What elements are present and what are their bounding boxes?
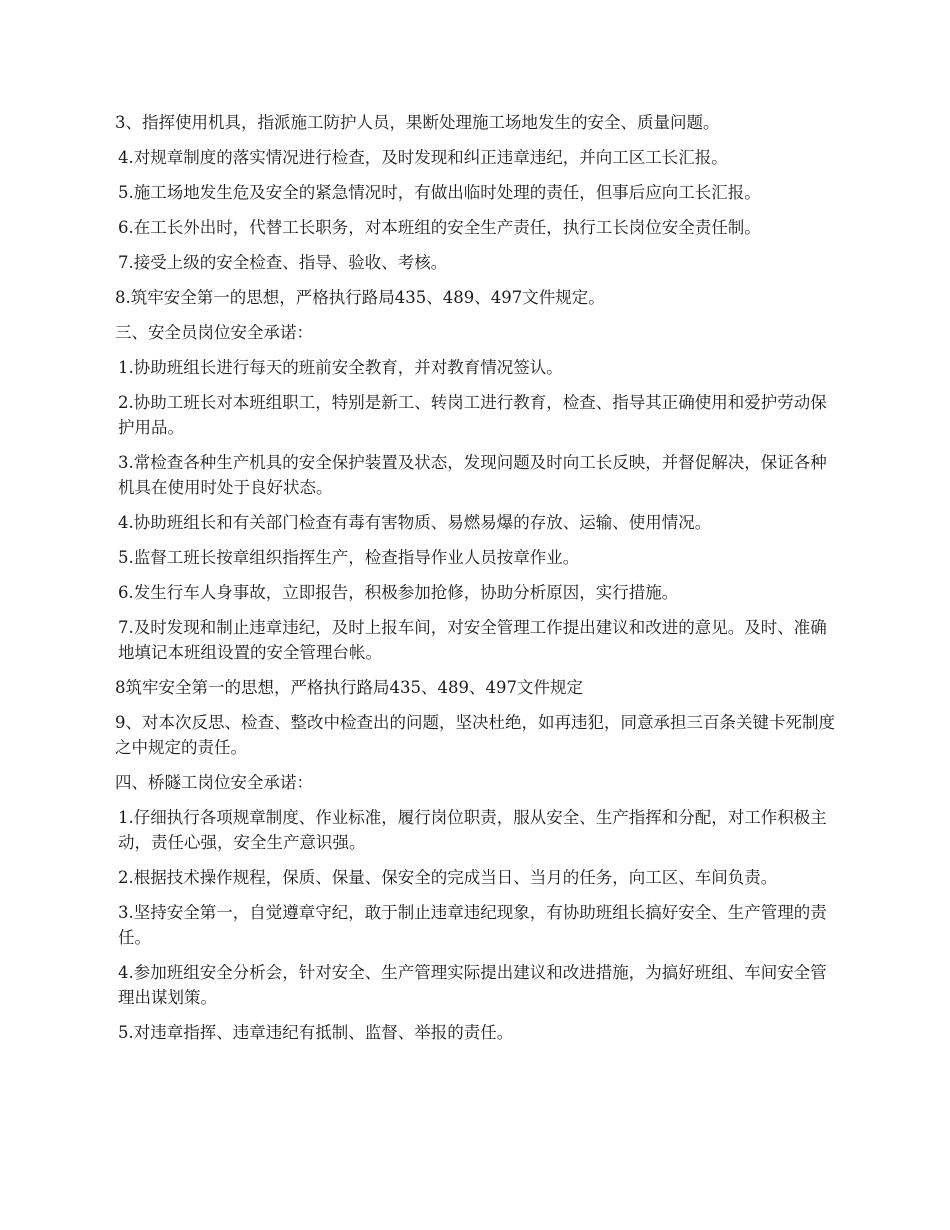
- paragraph-duty-4: 4.对规章制度的落实情况进行检查，及时发现和纠正违章违纪，并向工区工长汇报。: [118, 148, 728, 167]
- paragraph-officer-6: 6.发生行车人身事故，立即报告，积极参加抢修，协助分析原因，实行措施。: [118, 583, 679, 602]
- paragraph-officer-2: 2.协助工班长对本班组职工，特别是新工、转岗工进行教育，检查、指导其正确使用和爱护劳动保护用品。: [118, 393, 827, 437]
- paragraph-duty-8: 8.筑牢安全第一的思想，严格执行路局435、489、497文件规定。: [115, 288, 605, 307]
- paragraph-bridge-1: 1.仔细执行各项规章制度、作业标准，履行岗位职责，服从安全、生产指挥和分配，对工作积极主动，责任心强，安全生产意识强。: [118, 808, 827, 852]
- paragraph-bridge-3: 3.坚持安全第一，自觉遵章守纪，敢于制止违章违纪现象，有协助班组长搞好安全、生产管理的责任。: [118, 903, 827, 947]
- section-heading-bridge-tunnel: 四、桥隧工岗位安全承诺：: [115, 773, 313, 792]
- paragraph-officer-8: 8筑牢安全第一的思想，严格执行路局435、489、497文件规定: [115, 678, 583, 697]
- paragraph-bridge-2: 2.根据技术操作规程，保质、保量、保安全的完成当日、当月的任务，向工区、车间负责。: [118, 868, 778, 887]
- paragraph-duty-3: 3、指挥使用机具，指派施工防护人员，果断处理施工场地发生的安全、质量问题。: [115, 113, 720, 132]
- paragraph-duty-7: 7.接受上级的安全检查、指导、验收、考核。: [118, 253, 448, 272]
- paragraph-bridge-4: 4.参加班组安全分析会，针对安全、生产管理实际提出建议和改进措施，为搞好班组、车间安全管理出谋划策。: [118, 963, 827, 1007]
- paragraph-duty-6: 6.在工长外出时，代替工长职务，对本班组的安全生产责任，执行工长岗位安全责任制。: [118, 218, 761, 237]
- section-heading-safety-officer: 三、安全员岗位安全承诺：: [115, 323, 313, 342]
- paragraph-officer-5: 5.监督工班长按章组织指挥生产，检查指导作业人员按章作业。: [118, 548, 580, 567]
- paragraph-officer-1: 1.协助班组长进行每天的班前安全教育，并对教育情况签认。: [118, 358, 563, 377]
- paragraph-officer-3: 3.常检查各种生产机具的安全保护装置及状态，发现问题及时向工长反映，并督促解决，保证各种机具在使用时处于良好状态。: [118, 453, 827, 497]
- paragraph-officer-9: 9、对本次反思、检查、整改中检查出的问题，坚决杜绝，如再违犯，同意承担三百条关键卡死制度之中规定的责任。: [115, 713, 835, 757]
- paragraph-officer-7: 7.及时发现和制止违章违纪，及时上报车间，对安全管理工作提出建议和改进的意见。及时、准确地填记本班组设置的安全管理台帐。: [118, 618, 827, 662]
- paragraph-duty-5: 5.施工场地发生危及安全的紧急情况时，有做出临时处理的责任，但事后应向工长汇报。: [118, 183, 761, 202]
- paragraph-officer-4: 4.协助班组长和有关部门检查有毒有害物质、易燃易爆的存放、运输、使用情况。: [118, 513, 712, 532]
- paragraph-bridge-5: 5.对违章指挥、违章违纪有抵制、监督、举报的责任。: [118, 1023, 514, 1042]
